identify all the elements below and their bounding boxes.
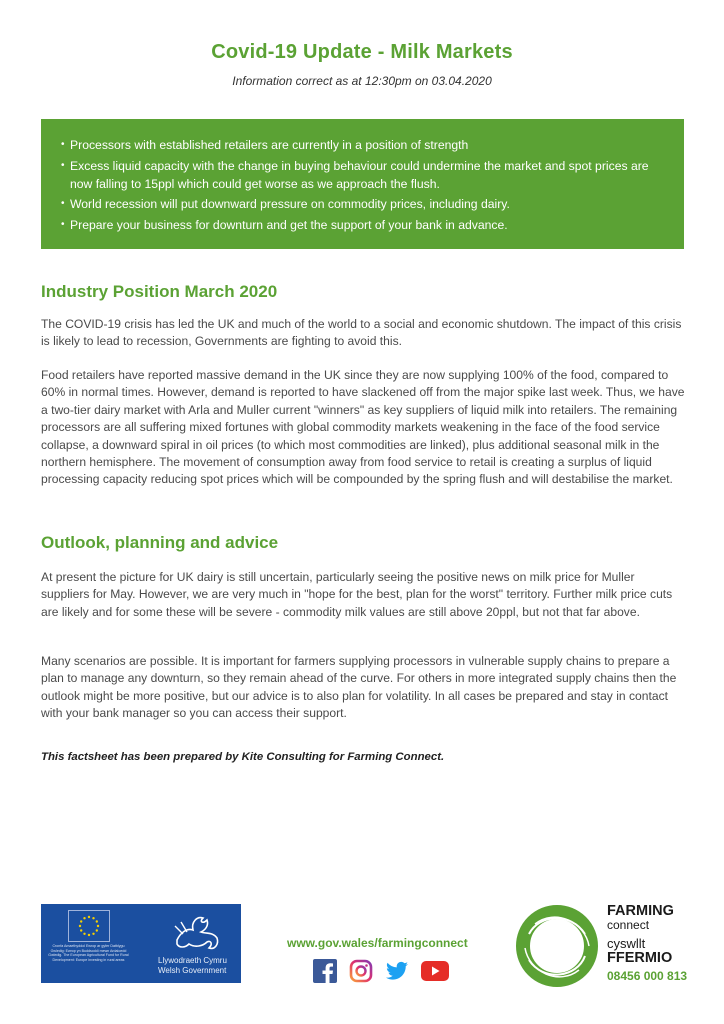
farming-connect-brand [607, 904, 687, 984]
bullet-icon: • [61, 159, 65, 171]
paragraph: Food retailers have reported massive demand in the UK since they are now supplying 100% of the food, compared to 60% in normal times. However, demand is reported to have slackened off from the major spike last week. Thus, we have a two-tier dairy market with Arla and Muller current "winners" as key suppliers of liquid milk into retailers. The remaining processors are all suffering mixed fortunes with global commodity markets weakening in the face of the food service collapse, a downward spiral in oil prices (to which most commodities are linked), plus additional seasonal milk in the northern hemisphere. The movement of consumption away from food service to retail is creating a surplus of liquid processing capacity reducing spot prices which will be compounded by the spring flush and will destabilise the market. [41, 368, 685, 487]
wg-welsh-name: Llywodraeth Cymru [158, 956, 227, 965]
brand-phone-number: 08456 000 813 [607, 969, 688, 983]
bullet-text: Processors with established retailers are currently in a position of strength [70, 138, 469, 152]
summary-box [41, 119, 684, 249]
eu-flag-icon [68, 910, 110, 942]
summary-bullet [61, 216, 666, 234]
summary-bullet [61, 157, 666, 193]
farming-connect-logo-icon [515, 904, 599, 988]
bullet-text: World recession will put downward pressure on commodity prices, including dairy. [70, 197, 510, 211]
brand-ffermio: FFERMIO [607, 950, 673, 966]
welsh-government-text [158, 956, 238, 976]
brand-farming: FARMING [607, 903, 674, 919]
paragraph: At present the picture for UK dairy is still uncertain, particularly seeing the positive news on milk price for Muller suppliers for May. However, we are very much in "hope for the best, plan for the worst" territory. Further milk price cuts are likely and for some these will be severe - commodity milk values are still above 20ppl, but not that far above. [41, 570, 673, 619]
page-subtitle: Information correct as at 12:30pm on 03.04.2020 [232, 74, 492, 88]
social-icons [313, 959, 445, 983]
section-heading-industry: Industry Position March 2020 [41, 282, 278, 301]
section-heading-outlook: Outlook, planning and advice [41, 533, 279, 552]
brand-cyswllt: cyswllt [607, 936, 646, 951]
welsh-dragon-icon [169, 910, 224, 955]
credit-line: This factsheet has been prepared by Kite Consulting for Farming Connect. [41, 751, 445, 763]
paragraph: Many scenarios are possible. It is important for farmers supplying processors in vulnerable supply chains to prepare a plan to manage any downturn, so they remain ahead of the curve. For others in more integrated supply chains then the outlook might be more positive, but our advice is to also plan for volatility. In all cases be prepared and stay in contact with your bank manager so you can access their support. [41, 654, 677, 721]
facebook-icon[interactable] [313, 959, 337, 983]
instagram-icon[interactable] [349, 959, 373, 983]
summary-list [61, 136, 666, 234]
summary-bullet [61, 195, 666, 213]
bullet-icon: • [61, 198, 65, 209]
page-title: Covid-19 Update - Milk Markets [211, 41, 513, 63]
website-link[interactable]: www.gov.wales/farmingconnect [287, 936, 468, 950]
twitter-icon[interactable] [385, 959, 409, 983]
bullet-icon: • [61, 139, 65, 150]
wg-english-name: Welsh Government [158, 966, 227, 975]
summary-bullet [61, 136, 666, 154]
bullet-text: Excess liquid capacity with the change in buying behaviour could undermine the market and spot prices are now falling to 15ppl which could get worse as we approach the flush. [70, 158, 649, 191]
brand-connect: connect [607, 918, 650, 932]
partner-logos [41, 904, 241, 983]
youtube-icon[interactable] [421, 959, 445, 983]
eu-funding-text: Cronfa Amaethyddol Ewrop ar gyfer Datblygu Gwledig: Ewrop yn Buddsoddi mewn Ardaloedd Gwledig. The European Agricultural Fund for Rural Development: Europe investing in rural areas [48, 944, 129, 962]
paragraph: The COVID-19 crisis has led the UK and much of the world to a social and economic shutdown. The impact of this crisis is likely to lead to recession, Governments are fighting to avoid this. [41, 317, 682, 349]
bullet-text: Prepare your business for downturn and get the support of your bank in advance. [70, 217, 508, 232]
bullet-icon: • [61, 218, 65, 230]
